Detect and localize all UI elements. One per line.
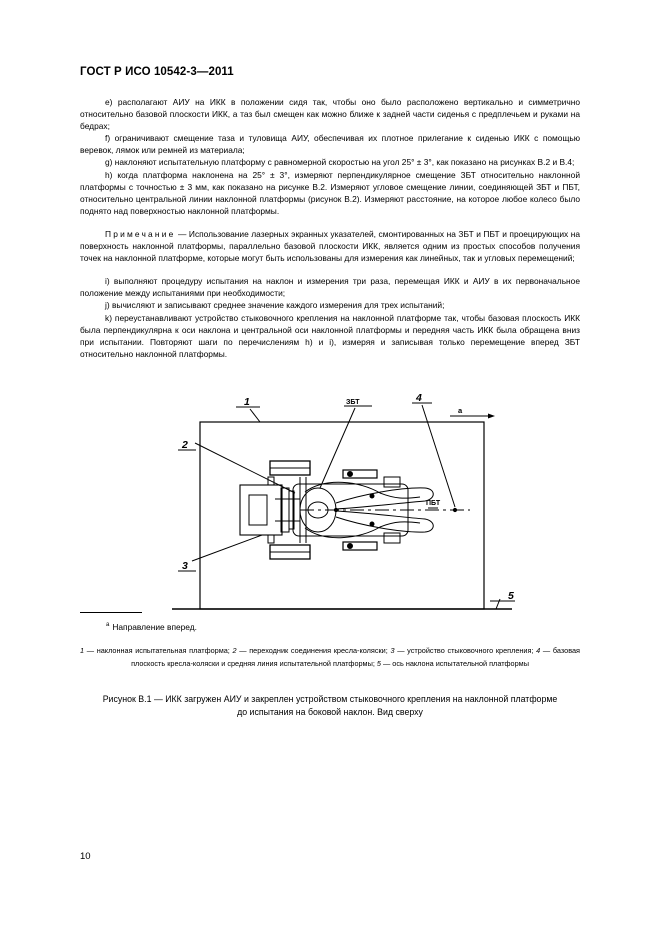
caption-line-1: Рисунок В.1 — ИКК загружен АИУ и закреплен устройством стыковочного крепления на наклонной платформе [102, 694, 558, 704]
footnote [106, 622, 197, 632]
dummy-thigh-top [336, 488, 433, 509]
legend-num-3: 3 [390, 646, 395, 655]
item-i: i) выполняют процедуру испытания на наклон и измерения три раза, перемещая ИКК и АИУ в их первоначальное положение между испытаниями при необходимости; [80, 276, 580, 299]
legend-text-1: — наклонная испытательная платформа; [84, 646, 233, 655]
caption-line-2: до испытания на боковой наклон. Вид сверху [237, 707, 423, 717]
note [80, 228, 580, 264]
label-5: 5 [508, 590, 514, 602]
docking-device-tab-bottom [268, 535, 274, 543]
docking-device-inner [249, 495, 267, 525]
label-2: 2 [182, 439, 188, 451]
item-j: j) вычисляют и записывают среднее значение каждого измерения для трех испытаний; [105, 300, 445, 311]
item-g: g) наклоняют испытательную платформу с равномерной скоростью на угол 25° ± 3°, как показано на рисунках В.2 и В.4; [105, 157, 575, 168]
label-a: a [458, 406, 463, 415]
item-f: f) ограничивают смещение таза и туловища АИУ, обеспечивая их плотное прилегание к сиденью ИКК с помощью веревок, лямок или ремней из материала; [80, 133, 580, 156]
document-header: ГОСТ Р ИСО 10542-3—2011 [80, 66, 234, 78]
legend-text-3: — устройство стыковочного крепления; [394, 646, 537, 655]
leader-3 [192, 535, 262, 561]
item-k: k) переустанавливают устройство стыковочного крепления на наклонной платформе так, чтобы базовая плоскость ИКК была перпендикулярна к оси наклона и центральной оси наклонной платформы и передняя часть ИКК была обращена вниз при испытании. Повторяют шаги по перечислениям h) и i), измеряя и записывая только перемещение вперед ЗБТ относительно наклонной платформы. [80, 312, 580, 359]
label-3: 3 [182, 560, 188, 572]
body-text [80, 96, 580, 360]
legend-text-4: — базовая плоскость кресла-коляски и средняя линия испытательной платформы; [131, 646, 581, 668]
note-text: — Использование лазерных экранных указателей, смонтированных на ЗБТ и ПБТ и проецирующих на поверхность наклонной платформы, параллельно базовой плоскости ИКК, является одним из простых способов получения точек на наклонной платформе, которые могут быть использованы для измерения как линейных, так и угловых перемещений; [80, 228, 580, 264]
legend-text-5: — ось наклона испытательной платформы [380, 659, 529, 668]
label-zbt: ЗБТ [346, 399, 360, 406]
page-number: 10 [80, 851, 91, 862]
item-e: e) располагают АИУ на ИКК в положении сидя так, чтобы оно было расположено вертикально и симметрично относительно базовой плоскости ИКК, а таз был смещен как можно ближе к задней части сиденья с предплечьем и руками на бедрах; [80, 97, 580, 132]
dummy-thigh-bottom [336, 511, 433, 532]
legend-text-2: — переходник соединения кресла-коляски; [236, 646, 391, 655]
item-h: h) когда платформа наклонена на 25° ± 3°, измеряют перпендикулярное смещение ЗБТ относительно наклонной платформы с точностью ± 3 мм, как показано на рисунке В.2. Измеряют угловое смещение линии, соединяющей ЗБТ и ПБТ, относительно центральной линии наклонной платформы (рисунок В.2). Измеряют расстояние, на которое любое колесо было поднято над поверхностью наклонной платформы. [80, 169, 580, 216]
note-label: Примечание [105, 228, 176, 239]
legend-num-2: 2 [232, 646, 237, 655]
legend-num-1: 1 [80, 646, 85, 655]
front-castor-bottom-2 [384, 533, 400, 543]
leader-4 [422, 405, 455, 507]
legend-num-4: 4 [536, 646, 541, 655]
tilt-platform [200, 422, 484, 609]
footnote-marker: a [106, 622, 110, 628]
label-1: 1 [244, 396, 250, 408]
leader-1 [250, 409, 260, 422]
label-pbt: ПБТ [426, 500, 441, 507]
docking-device [240, 485, 282, 535]
figure-legend [80, 644, 580, 670]
forward-arrow-head [488, 414, 495, 419]
front-castor-top-2 [384, 477, 400, 487]
label-4: 4 [416, 392, 422, 404]
figure-b1 [0, 385, 661, 630]
figure-caption [80, 693, 580, 719]
footnote-text: Направление вперед. [112, 622, 197, 632]
legend-num-5: 5 [376, 659, 381, 668]
footnote-rule [80, 612, 142, 613]
